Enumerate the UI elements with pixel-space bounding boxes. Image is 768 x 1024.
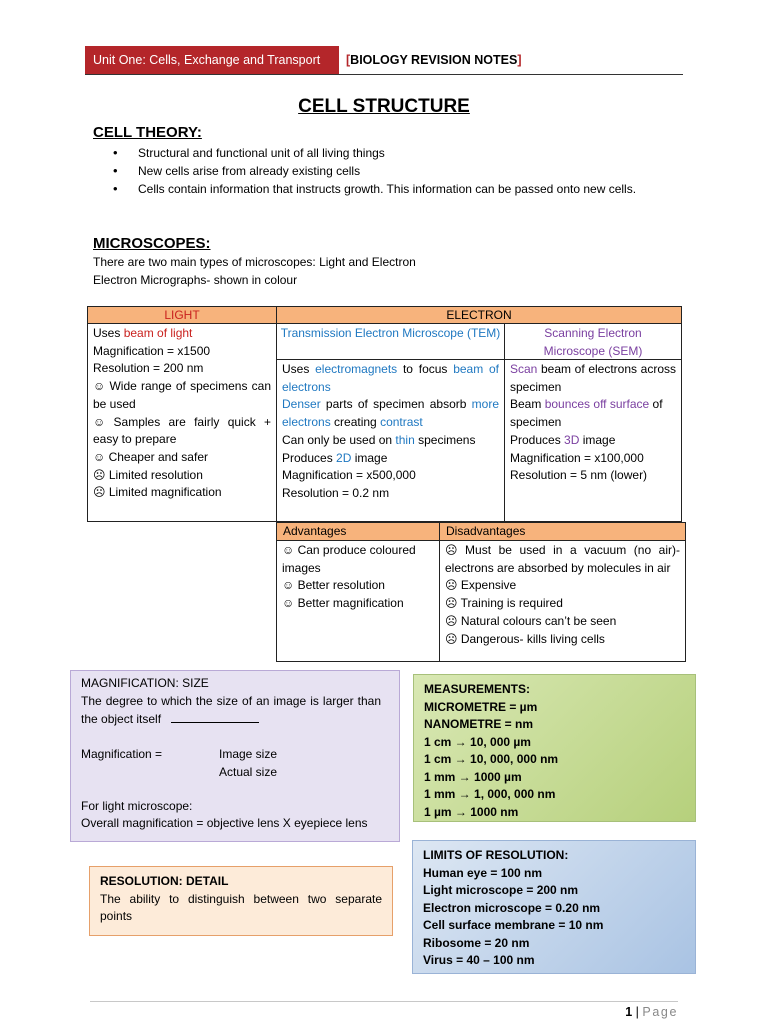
formula-denominator: Actual size bbox=[219, 764, 278, 779]
tem-cell bbox=[276, 359, 505, 522]
light-con: ☹ Limited resolution bbox=[93, 467, 203, 482]
list-item: ☹ Dangerous- kills living cells bbox=[445, 631, 605, 646]
tem-resolution: Resolution = 0.2 nm bbox=[282, 485, 390, 500]
measurements-box bbox=[413, 674, 696, 822]
sem-beam: Beam bounces off surface of specimen bbox=[510, 397, 663, 430]
notes-title: BIOLOGY REVISION NOTES bbox=[350, 53, 518, 67]
page-footer bbox=[560, 1005, 678, 1019]
bracket-close: ] bbox=[517, 53, 522, 67]
blank-line bbox=[171, 710, 259, 723]
magnification-heading: MAGNIFICATION: SIZE bbox=[81, 676, 209, 690]
overall-magnification-formula: Overall magnification = objective lens X eyepiece lens bbox=[81, 816, 368, 830]
magnification-definition: The degree to which the size of an image is larger than the object itself bbox=[81, 693, 381, 726]
light-con: ☹ Limited magnification bbox=[93, 485, 222, 500]
electron-header: ELECTRON bbox=[276, 306, 682, 324]
page-word: Page bbox=[642, 1005, 678, 1019]
tem-uses: Uses electromagnets to focus beam of electrons bbox=[282, 362, 499, 394]
tem-image: Produces 2D image bbox=[282, 450, 388, 465]
light-microscope-label: For light microscope: bbox=[81, 798, 193, 813]
list-item: ☹ Must be used in a vacuum (no air)- electrons are absorbed by molecules in air bbox=[445, 543, 680, 575]
magnification-formula bbox=[81, 746, 389, 782]
list-item: Cell surface membrane = 10 nm bbox=[423, 918, 604, 932]
tem-denser: Denser parts of specimen absorb more electrons creating contrast bbox=[282, 397, 499, 430]
unit-banner: Unit One: Cells, Exchange and Transport bbox=[85, 46, 339, 74]
advantages-header: Advantages bbox=[276, 522, 440, 541]
formula-label: Magnification = bbox=[81, 746, 163, 761]
beam-of-light: beam of light bbox=[123, 326, 193, 340]
light-header: LIGHT bbox=[87, 306, 277, 324]
page-number: 1 bbox=[625, 1005, 633, 1019]
microscopes-intro: There are two main types of microscopes: Light and Electron bbox=[93, 255, 416, 269]
light-uses: Uses beam of light bbox=[93, 326, 193, 340]
sem-header: Scanning Electron Microscope (SEM) bbox=[504, 323, 682, 360]
disadvantages-header: Disadvantages bbox=[439, 522, 686, 541]
resolution-heading: RESOLUTION: DETAIL bbox=[100, 874, 229, 888]
micrographs-note: Electron Micrographs- shown in colour bbox=[93, 273, 298, 287]
tem-magnification: Magnification = x500,000 bbox=[282, 468, 416, 483]
list-item: NANOMETRE = nm bbox=[424, 717, 534, 731]
list-item: ☺ Better resolution bbox=[282, 578, 385, 593]
list-item: 1 mm → 1000 µm bbox=[424, 769, 522, 784]
list-item: • New cells arise from already existing cells bbox=[113, 162, 676, 180]
light-magnification: Magnification = x1500 bbox=[93, 343, 211, 358]
revision-notes-label bbox=[346, 46, 522, 74]
list-item: 1 µm → 1000 nm bbox=[424, 804, 519, 819]
light-pro: ☺ Wide range of specimens can be used bbox=[93, 379, 271, 411]
list-item: • Cells contain information that instructs growth. This information can be passed onto new cells. bbox=[113, 180, 676, 198]
list-item: ☹ Natural colours can’t be seen bbox=[445, 613, 617, 628]
tem-thin: Can only be used on thin specimens bbox=[282, 432, 476, 447]
list-item: Virus = 40 – 100 nm bbox=[423, 953, 535, 967]
light-cell bbox=[87, 323, 277, 522]
sem-resolution: Resolution = 5 nm (lower) bbox=[510, 468, 648, 483]
formula-numerator: Image size bbox=[219, 746, 278, 761]
page-separator: | bbox=[632, 1005, 643, 1019]
list-item: 1 cm → 10, 000, 000 nm bbox=[424, 752, 559, 766]
cell-theory-heading: CELL THEORY: bbox=[93, 124, 202, 141]
limits-of-resolution-box bbox=[412, 840, 696, 974]
list-item: ☺ Better magnification bbox=[282, 596, 404, 611]
list-item: 1 cm → 10, 000 µm bbox=[424, 734, 531, 749]
cell-theory-list bbox=[113, 144, 676, 198]
list-item: Human eye = 100 nm bbox=[423, 865, 543, 880]
limits-heading: LIMITS OF RESOLUTION: bbox=[423, 848, 569, 862]
list-item: Light microscope = 200 nm bbox=[423, 883, 579, 897]
light-pro: ☺ Samples are fairly quick + easy to prepare bbox=[93, 414, 271, 447]
header-divider bbox=[85, 74, 683, 75]
sem-scan: Scan beam of electrons across specimen bbox=[510, 362, 676, 394]
list-item: ☹ Expensive bbox=[445, 578, 517, 593]
microscopes-heading: MICROSCOPES: bbox=[93, 235, 211, 252]
resolution-definition: The ability to distinguish between two separate points bbox=[100, 891, 382, 923]
list-item: 1 mm → 1, 000, 000 nm bbox=[424, 787, 556, 801]
list-item: Ribosome = 20 nm bbox=[423, 935, 530, 950]
bracket-open: [ bbox=[346, 53, 351, 67]
list-item: MICROMETRE = µm bbox=[424, 699, 538, 714]
resolution-box bbox=[89, 866, 393, 936]
light-resolution: Resolution = 200 nm bbox=[93, 361, 204, 376]
list-item: Electron microscope = 0.20 nm bbox=[423, 900, 601, 915]
disadvantages-cell bbox=[439, 540, 686, 662]
page-title: CELL STRUCTURE bbox=[298, 96, 470, 117]
advantages-cell bbox=[276, 540, 440, 662]
light-pro: ☺ Cheaper and safer bbox=[93, 449, 208, 464]
sem-cell bbox=[504, 359, 682, 522]
sem-image: Produces 3D image bbox=[510, 432, 616, 447]
list-item: ☹ Training is required bbox=[445, 596, 563, 611]
tem-header: Transmission Electron Microscope (TEM) bbox=[276, 323, 505, 360]
list-item: ☺ Can produce coloured images bbox=[282, 543, 416, 575]
magnification-box bbox=[70, 670, 400, 842]
footer-divider bbox=[90, 1001, 678, 1002]
measurements-heading: MEASUREMENTS: bbox=[424, 682, 531, 696]
sem-magnification: Magnification = x100,000 bbox=[510, 450, 644, 465]
list-item: • Structural and functional unit of all living things bbox=[113, 144, 676, 162]
